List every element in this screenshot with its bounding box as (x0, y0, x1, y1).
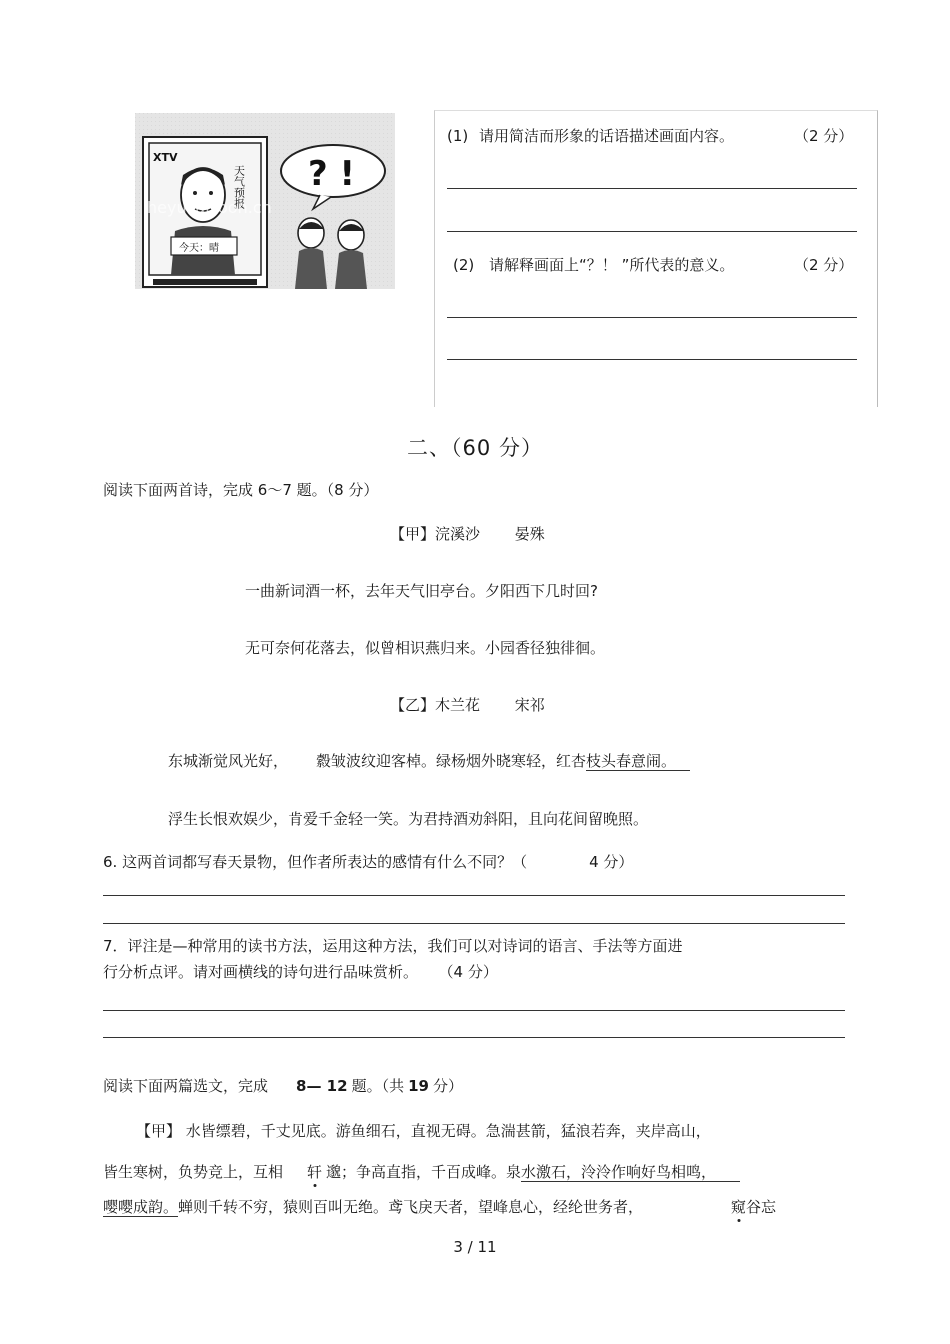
watermark: heyucartoon.cn (147, 198, 272, 217)
weather-board-title: 天气预报 (232, 165, 246, 209)
dotted-character: 轩 (307, 1163, 323, 1181)
question-7-line-2 (103, 962, 498, 982)
dotted-character: 窥 (731, 1198, 747, 1216)
underlined-prose: 嘤嘤成韵。 (103, 1198, 179, 1216)
answer-line (447, 188, 857, 189)
poem-yi-title (390, 695, 545, 715)
answer-line (447, 231, 857, 232)
tv-channel-label: XTV (153, 151, 178, 164)
answer-line (103, 895, 845, 896)
total-score: 19 (408, 1077, 429, 1095)
answer-line (447, 359, 857, 360)
poem-title: 【甲】浣溪沙 (390, 525, 481, 543)
weather-caption: 今天：晴 (179, 243, 219, 254)
prose-text: 谷忘 (746, 1198, 777, 1216)
question-number: (1) (447, 127, 469, 145)
poem-jia-title (390, 524, 545, 544)
answer-line (103, 1010, 845, 1011)
question-text: 请解释画面上“？！ ”所代表的意义。 (489, 256, 735, 274)
question-7-line-1: 7．评注是—种常用的读书方法，运用这种方法，我们可以对诗词的语言、手法等方面进 (103, 937, 683, 955)
prose-intro-text: 题。（共 (351, 1077, 405, 1095)
answer-line (103, 1037, 845, 1038)
prose-paragraph-line-3 (103, 1197, 776, 1217)
section-title: 二、（60 分） (407, 436, 543, 460)
prose-text: 皆生寒树，负势竞上，互相 (103, 1163, 284, 1181)
underlined-prose: 水激石，泠泠作响好鸟相鸣， (521, 1163, 740, 1182)
question-number: (2) (453, 256, 475, 274)
question-6 (103, 852, 633, 872)
poem-author: 宋祁 (514, 696, 545, 714)
poem-text: 东城渐觉风光好， (168, 752, 289, 770)
prose-intro-text: 阅读下面两篇选文，完成 (103, 1077, 269, 1095)
question-score: （2 分） (794, 127, 854, 145)
underlined-verse: 枝头春意闹。 (586, 752, 690, 771)
poem-yi-line-1 (168, 751, 690, 771)
poem-intro: 阅读下面两首诗，完成 6～7 题。（8 分） (103, 481, 379, 499)
question-text: 6. 这两首词都写春天景物，但作者所表达的感情有什么不同？（ (103, 853, 528, 871)
prose-paragraph-line-2 (103, 1162, 740, 1182)
question-text: 请用简洁而形象的话语描述画面内容。 (479, 127, 735, 145)
prose-text: 蝉则千转不穷，猿则百叫无绝。鸢飞戾天者，望峰息心，经纶世务者， (178, 1198, 644, 1216)
question-text: 行分析点评。请对画横线的诗句进行品味赏析。 (103, 963, 419, 981)
poem-jia-line-1: 一曲新词酒一杯，去年天气旧亭台。夕阳西下几时回? (245, 582, 598, 600)
poem-title: 【乙】木兰花 (390, 696, 481, 714)
answer-line (103, 923, 845, 924)
question-score: （4 分） (446, 963, 498, 981)
prose-intro-text: 分） (432, 1077, 463, 1095)
question-range: 8— 12 (296, 1077, 348, 1095)
page-number: 3 / 11 (453, 1238, 497, 1256)
prose-paragraph-line-1: 【甲】 水皆缥碧，千丈见底。游鱼细石，直视无碍。急湍甚箭，猛浪若奔，夹岸高山， (136, 1122, 711, 1140)
question-score: 4 分） (589, 853, 634, 871)
prose-text: 邈；争高直指，千百成峰。泉 (326, 1163, 522, 1181)
bubble-symbols: ? ! (308, 154, 356, 194)
cartoon-figure (135, 113, 395, 289)
poem-jia-line-2: 无可奈何花落去，似曾相识燕归来。小园香径独徘徊。 (245, 639, 606, 657)
prose-intro (103, 1076, 463, 1096)
answer-line (447, 317, 857, 318)
picture-question-2 (453, 255, 734, 275)
poem-yi-line-2: 浮生长恨欢娱少，肯爱千金轻一笑。为君持酒劝斜阳，且向花间留晚照。 (168, 810, 649, 828)
poem-author: 晏殊 (514, 525, 545, 543)
picture-question-1 (447, 126, 734, 146)
question-score: （2 分） (794, 256, 854, 274)
poem-text: 縠皱波纹迎客棹。绿杨烟外晓寒轻，红杏 (316, 752, 587, 770)
